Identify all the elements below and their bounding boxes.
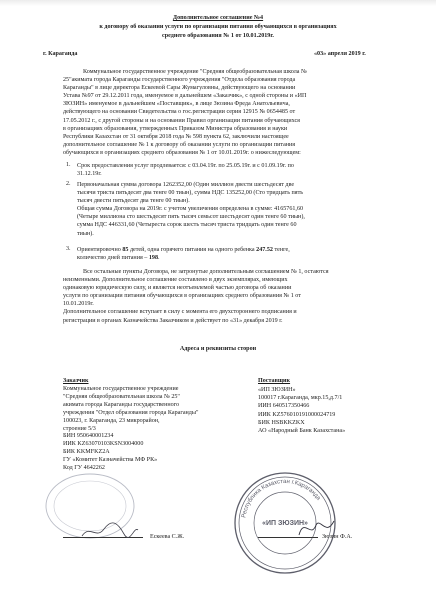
date: «03» апреля 2019 г.	[314, 51, 366, 57]
scan-shadow-top	[0, 0, 436, 6]
item-3-line-2	[77, 254, 397, 262]
item-line: Общая сумма Договора на 2019г. с учетом увеличения определена в сумме: 4165761,60	[77, 206, 304, 213]
customer-line: "Средняя общеобразовательная школа № 25"	[63, 393, 180, 400]
customer-line: акимата города Караганды государственного	[63, 401, 180, 408]
meal-days: 198	[148, 255, 158, 262]
customer-signer: Ескеева С.Ж.	[150, 534, 185, 540]
item-3-text: количество дней питания –	[77, 255, 149, 262]
closing-line: регистрации в органах Казначейства Заказчиком и действует по «31» декабря 2019 г.	[63, 317, 283, 324]
customer-line: ИИК KZ63070103KSN3004000	[63, 441, 144, 448]
item-line: тысячи триста пятьдесят два тенге 00 тиын), сумма НДС 135252,00 (Сто тридцать пять	[77, 190, 304, 197]
item-line: тысяч двести пятьдесят два тенге 00 тиын).	[77, 198, 190, 205]
closing-line: Дополнительное соглашение вступает в силу с момента его двухстороннего подписания и	[63, 309, 297, 316]
preamble-line: в организациях образования, утвержденных Приказом Министра образования и науки	[63, 125, 288, 132]
closing-line: Все остальные пункты Договора, не затронутые дополнительным соглашением № 1, остаются	[83, 269, 329, 275]
closing-line: одинаковую юридическую силу, и является неотъемлемой частью договора об оказании	[63, 285, 292, 292]
item-line: Срок предоставления услуг продлевается: с 03.04.19г. по 25.05.19г. и с 01.09.19г. по	[77, 163, 294, 169]
doc-subtitle-line-1: к договору об оказании услуги по организации питания обучающихся в организациях	[99, 24, 337, 30]
requisites-title: Адреса и реквизиты сторон	[179, 346, 257, 352]
item-3-line-1	[77, 246, 397, 254]
supplier-line: АО «Народный Банк Казахстана»	[258, 428, 346, 435]
item-3-text: .	[158, 255, 160, 262]
item-2	[77, 181, 397, 238]
item-3-number: 3.	[66, 246, 71, 252]
supplier-requisites	[258, 386, 408, 435]
customer-line: БИН 950640001234	[63, 433, 114, 440]
item-1-number: 1.	[66, 162, 71, 168]
item-line: Первоначальная сумма договора 1262352,00 (Один миллион двести шестьдесят две	[77, 182, 295, 188]
preamble-line: 25"акимата города Караганды государственного учреждения "Отдела образования города	[63, 77, 296, 84]
closing-line: 10.01.2019г.	[63, 301, 94, 308]
closing	[63, 268, 393, 325]
preamble-line: действующего на основании Свидетельства о гос.регистрации серия 12915 № 0654485 от	[63, 109, 296, 116]
preamble-line: Коммунальное государственное учреждение "Средняя общеобразовательная школа №	[83, 69, 307, 75]
item-line: тиын).	[77, 230, 94, 237]
preamble-line: обучающихся в организациях среднего образования № 1 от 10.01.2019г. о нижеследующем:	[63, 149, 301, 156]
item-line: (Четыре миллиона сто шестьдесят пять тысяч семьсот шестьдесят один тенге 60 тиын),	[77, 214, 305, 221]
customer-line: 100023, г. Караганда, 23 микрорайон,	[63, 417, 160, 424]
preamble-line: ЗЮЗИН» именуемое в дальнейшем «Поставщик», в лице Зюзина Фреда Анатольевича,	[63, 101, 290, 108]
customer-line: учреждения "Отдел образования города Караганды"	[63, 409, 199, 416]
preamble	[63, 68, 393, 157]
item-3-text: тенге,	[272, 247, 290, 253]
customer-line: Код ГУ 4642262	[63, 465, 105, 472]
customer-requisites	[63, 386, 233, 473]
item-3-text: детей, одна горячего питания на одного ребенка	[128, 247, 257, 253]
item-3-text: Ориентировочно	[77, 247, 123, 253]
doc-title: Дополнительное соглашение №4	[172, 15, 264, 21]
customer-signature	[80, 520, 140, 542]
customer-line: ГУ «Комитет Казначейства МФ РК»	[63, 457, 158, 464]
item-line: сумма НДС 446331,60 (Четыреста сорок шесть тысяч триста тридцать один тенге 60	[77, 222, 297, 229]
preamble-line: 17.05.2012 г., с другой стороны и на основании Правил организации питания обучающихся	[63, 117, 300, 124]
supplier-line: ИИК KZ576010191000024719	[258, 411, 336, 418]
customer-line: Коммунальное государственное учреждение	[63, 386, 179, 392]
supplier-line: «ИП ЗЮЗИН»	[258, 387, 296, 393]
preamble-line: Устава №97 от 29.12.2011 года, именуемое в дальнейшем «Заказчик», с одной стороны и «ИП	[63, 93, 307, 100]
svg-text:«ИП ЗЮЗИН»: «ИП ЗЮЗИН»	[262, 520, 308, 527]
item-line: 31.12.19г.	[77, 171, 102, 178]
place: г. Караганда	[43, 51, 78, 57]
customer-line: строение 5/3	[63, 425, 96, 432]
item-2-number: 2.	[66, 181, 71, 187]
closing-line: услуги по организации питания обучающихся в организациях среднего образования № 1 от	[63, 293, 301, 300]
meal-price: 247.52	[256, 247, 273, 253]
doc-subtitle-line-2: среднего образования № 1 от 10.01.2019г.	[162, 32, 274, 39]
item-3	[77, 246, 397, 262]
customer-line: БИК KKMFKZ2A	[63, 449, 110, 456]
supplier-line: 100017 г.Караганда, мкр.15,д.7/1	[258, 395, 343, 402]
supplier-heading: Поставщик	[258, 378, 291, 384]
children-count: 85	[122, 247, 129, 253]
item-1	[77, 162, 397, 178]
preamble-line: Караганды" в лице директора Ескеевой Сары Жумагуловны, действующего на основании	[63, 85, 296, 92]
customer-heading: Заказчик	[63, 378, 89, 384]
supplier-line: БИК HSBKKZKX	[258, 419, 305, 426]
preamble-line: дополнительное соглашение № 1 к договору об оказании услуги по организации питания	[63, 141, 296, 148]
closing-line: неизменными. Дополнительное соглашение составлено в двух экземплярах, имеющих	[63, 277, 288, 284]
stamp-ring-text: Республика Казахстан г.Караганда	[241, 478, 322, 519]
supplier-signer: Зюзин Ф.А.	[322, 534, 353, 540]
supplier-line: ИИН 640517350466	[258, 403, 310, 410]
preamble-line: Республики Казахстан от 31 октября 2018 года № 598 пункта 62, заключили настоящее	[63, 133, 289, 140]
